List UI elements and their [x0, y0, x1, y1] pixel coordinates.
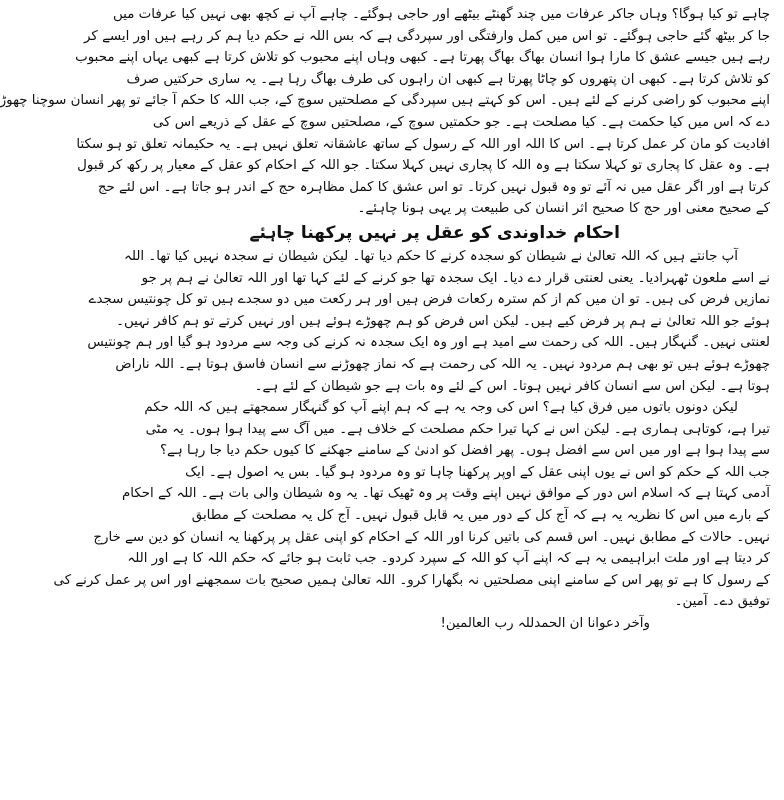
text-line: جا کر بیٹھ گئے حاجی ہوگئے۔ تو اس میں کمل وارفتگی اور سپردگی ہے کہ بس اللہ نے حکم دیا ہم کر رہے ہیں اور ایسے کر [84, 28, 770, 44]
text-line: کے رسول کا ہے تو پھر اس کے سامنے اپنی مصلحتیں نہ بگھارا کرو۔ اللہ تعالیٰ ہمیں صحیح بات سمجھنے اور اس پر عمل کرنے کی [53, 572, 770, 588]
text-line: آپ جانتے ہیں کہ اللہ تعالیٰ نے شیطان کو سجدہ کرنے کا حکم دیا تھا۔ لیکن شیطان نے سجدہ نہیں کیا تھا۔ اللہ [124, 248, 738, 264]
text-line: اپنے محبوب کو راضی کرنے کے لئے ہیں۔ اس کو کہتے ہیں سپردگی کے مصلحتیں سوچ کے، جب اللہ کا حکم آ جائے تو پھر انسان سوچنا چھوڑ [0, 93, 770, 109]
text-line: ہے۔ وہ عقل کا پجاری تو کہلا سکتا ہے وہ اللہ کا پجاری نہیں کہلا سکتا۔ جو اللہ کے احکام کو عقل کے معیار پر رکھ کر قبول [77, 158, 770, 174]
paragraph-4 [53, 462, 770, 613]
paragraph-1 [0, 4, 770, 220]
text-line: سے پیدا ہوا ہے اور میں اس سے افضل ہوں۔ پھر افضل کو ادنیٰ کے سامنے جھکنے کا کیوں حکم دیا جا رہا ہے؟ [159, 443, 770, 459]
text-line: جب اللہ کے حکم کو اس نے یوں اپنی عقل کے اوپر پرکھنا چاہا تو وہ مردود ہو گیا۔ بس یہ اصول ہے۔ ایک [185, 464, 770, 480]
text-line: توفیق دے۔ آمین۔ [674, 594, 770, 610]
paragraph-2 [87, 246, 770, 397]
text-line: افادیت کو مان کر عمل کرتا ہے۔ اس کا اللہ اور اللہ کے رسول کے ساتھ عاشقانہ تعلق نہیں ہے۔ یہ حکیمانہ تعلق تو ہو سکتا [76, 136, 770, 152]
text-line: کو تلاش کرتا ہے۔ کبھی ان پتھروں کو چاٹا پھرتا ہے کبھی ان راہوں کی طرف بھاگ رہا ہے۔ یہ ساری حرکتیں صرف [126, 71, 770, 87]
text-line: کرتا ہے اور اگر عقل میں نہ آئے تو وہ قبول نہیں کرتا۔ تو اس عشق کا کمل مظاہرہ حج کے اندر ہو جاتا ہے۔ اس لئے حج [97, 179, 770, 195]
text-line: چاہے تو کیا ہوگا؟ وہاں جاکر عرفات میں چند گھنٹے بیٹھے اور حاجی ہوگئے۔ چاہے آپ نے کچھ بھی نہیں کیا عرفات میں [112, 7, 770, 22]
paragraph-3 [144, 397, 770, 462]
text-line: کے صحیح معنی اور حج کا صحیح اثر انسان کی طبیعت پر یہی ہونا چاہئے۔ [357, 201, 770, 217]
section-heading: احکام خداوندی کو عقل پر نہیں پرکھنا چاہئے [249, 222, 620, 243]
text-line: نہیں۔ حالات کے مطابق نہیں۔ اس قسم کی باتیں کرنا اور اللہ کے احکام کو اپنی عقل پر پرکھنا یہ انسان کو دین سے خارج [93, 529, 770, 545]
text-line: ہوتا ہے۔ لیکن اس سے انسان کافر نہیں ہوتا۔ اس کے لئے وہ بات ہے جو شیطان کے لئے ہے۔ [254, 378, 770, 394]
text-line: لیکن دونوں باتوں میں فرق کیا ہے؟ اس کی وجہ یہ ہے کہ ہم اپنے آپ کو گنہگار سمجھتے ہیں کہ اللہ حکم [144, 400, 738, 416]
text-line: آدمی کہتا ہے کہ اسلام اس دور کے موافق نہیں اپنے وقت پر وہ ٹھیک تھا۔ یہ وہ شیطان والی بات ہے۔ اللہ کے احکام [121, 486, 770, 502]
closing-line: وآخر دعوانا ان الحمدللہ رب العالمین! [440, 616, 650, 632]
text-line: نمازیں فرض کی ہیں۔ تو ان میں کم از کم سترہ رکعات فرض ہیں اور ہر رکعت میں دو سجدے ہیں تو کل چونتیس سجدے [88, 292, 770, 308]
text-line: تیرا ہے، کوتاہی ہماری ہے۔ لیکن اس نے کہا تیرا حکم مصلحت کے خلاف ہے۔ میں آگ سے پیدا ہوا ہوں۔ یہ مٹی [145, 421, 770, 437]
text-line: رہے ہیں جیسے عشق کا مارا ہوا انسان بھاگ بھاگ پھرتا ہے۔ کبھی وہاں اپنے محبوب کو تلاش کرتا ہے کبھی یہاں اپنے محبوب [75, 50, 770, 66]
text-line: نے اسے ملعون ٹھہرادیا۔ یعنی لعنتی قرار دے دیا۔ ایک سجدہ تھا جو کرنے کے لئے کہا تھا اور اللہ تعالیٰ نے ہم پر جو [141, 270, 770, 286]
text-line: لعنتی نہیں۔ گنہگار ہیں۔ اللہ کی رحمت سے امید ہے اور وہ ایک سجدہ نہ کرنے کی وجہ سے مردود ہو گیا اور ہم چونتیس [87, 335, 770, 351]
text-line: ہوئے جو اللہ تعالیٰ نے ہم پر فرض کیے ہیں۔ لیکن اس فرض کو ہم چھوڑے ہوئے ہیں اور نہیں کرتے تو ہم کافر نہیں۔ [116, 313, 770, 329]
text-line: دے کہ اس میں کیا حکمت ہے۔ کیا مصلحت ہے۔ جو حکمتیں سوچ کے، مصلحتیں سوچ کے عقل کے ذریعے اس کی [152, 114, 770, 130]
text-line: کر دیتا ہے اور ملت ابراہیمی یہ ہے کہ اپنے آپ کو اللہ کے سپرد کردو۔ جب ثابت ہو جائے کہ حکم اللہ کا ہے اور اللہ [127, 551, 770, 567]
text-line: کے بارے میں اس کا نظریہ یہ ہے کہ آج کل کے دور میں یہ قابل قبول نہیں۔ آج کل یہ مصلحت کے مطابق [191, 508, 770, 524]
text-line: چھوڑے ہوئے ہیں تو بھی ہم مردود نہیں۔ یہ اللہ کی رحمت ہے کہ نماز چھوڑنے سے انسان فاسق ہوتا ہے۔ اللہ ناراض [115, 356, 770, 372]
